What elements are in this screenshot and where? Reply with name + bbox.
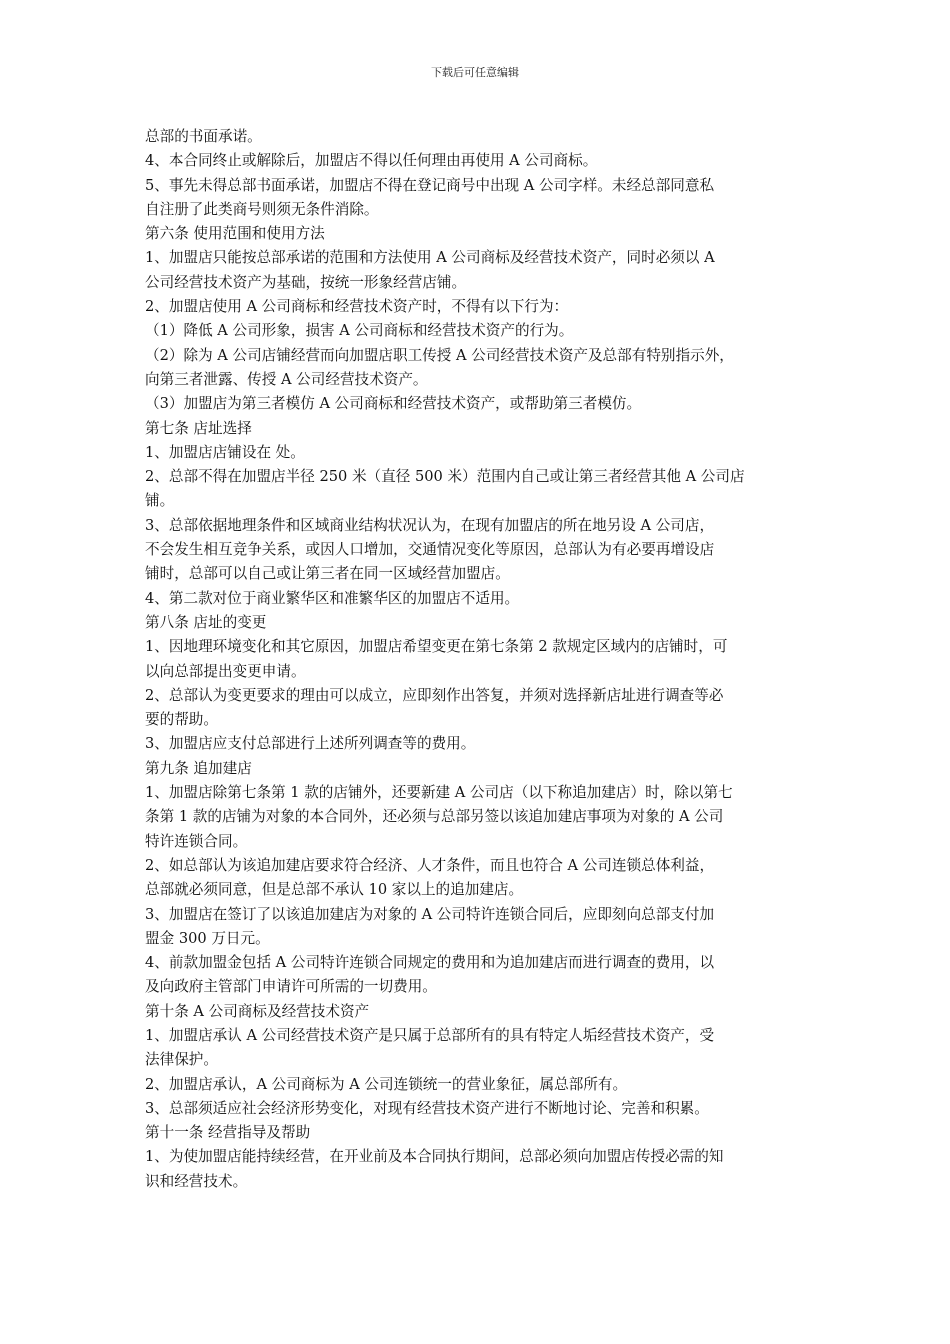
text-line: 2、加盟店承认，A 公司商标为 A 公司连锁统一的营业象征，属总部所有。 <box>145 1075 628 1093</box>
text-line: 2、总部认为变更要求的理由可以成立，应即刻作出答复，并须对选择新店址进行调查等必 <box>145 686 724 704</box>
text-line: 向第三者泄露、传授 A 公司经营技术资产。 <box>145 370 428 388</box>
text-line: 以向总部提出变更申请。 <box>145 662 306 680</box>
text-line: 3、加盟店在签订了以该追加建店为对象的 A 公司特许连锁合同后，应即刻向总部支付加 <box>145 905 715 923</box>
text-line: 铺时，总部可以自己或让第三者在同一区域经营加盟店。 <box>145 565 510 583</box>
text-line: 1、加盟店除第七条第 1 款的店铺外，还要新建 A 公司店（以下称追加建店）时，除以第七 <box>145 784 733 802</box>
text-line: 第十一条 经营指导及帮助 <box>145 1124 311 1142</box>
text-line: 4、前款加盟金包括 A 公司特许连锁合同规定的费用和为追加建店而进行调查的费用，以 <box>145 954 715 972</box>
text-line: 1、为使加盟店能持续经营，在开业前及本合同执行期间，总部必须向加盟店传授必需的知 <box>145 1148 724 1166</box>
text-line: 1、加盟店店铺设在 处。 <box>145 443 305 461</box>
text-line: 总部就必须同意，但是总部不承认 10 家以上的追加建店。 <box>145 881 524 899</box>
text-line: 4、本合同终止或解除后，加盟店不得以任何理由再使用 A 公司商标。 <box>145 152 598 170</box>
text-line: 特许连锁合同。 <box>145 832 248 850</box>
text-line: 条第 1 款的店铺为对象的本合同外，还必须与总部另签以该追加建店事项为对象的 A 公司 <box>145 808 724 826</box>
text-line: 1、加盟店只能按总部承诺的范围和方法使用 A 公司商标及经营技术资产，同时必须以 A <box>145 249 715 267</box>
text-line: 公司经营技术资产为基础，按统一形象经营店铺。 <box>145 273 467 291</box>
text-line: 3、总部依据地理条件和区域商业结构状况认为，在现有加盟店的所在地另设 A 公司店， <box>145 516 715 534</box>
text-line: 识和经营技术。 <box>145 1172 248 1190</box>
text-line: 不会发生相互竞争关系，或因人口增加，交通情况变化等原因，总部认为有必要再增设店 <box>145 541 715 559</box>
text-line: 第十条 A 公司商标及经营技术资产 <box>145 1002 370 1020</box>
page-header: 下载后可任意编辑 <box>431 66 519 79</box>
text-line: 第七条 店址选择 <box>145 419 252 437</box>
text-line: 第八条 店址的变更 <box>145 613 267 631</box>
text-line: （3）加盟店为第三者模仿 A 公司商标和经营技术资产，或帮助第三者模仿。 <box>145 395 642 413</box>
text-line: 1、加盟店承认 A 公司经营技术资产是只属于总部所有的具有特定人垢经营技术资产，受 <box>145 1026 715 1044</box>
text-line: 3、加盟店应支付总部进行上述所列调查等的费用。 <box>145 735 476 753</box>
text-line: 第九条 追加建店 <box>145 759 252 777</box>
text-line: 4、第二款对位于商业繁华区和准繁华区的加盟店不适用。 <box>145 589 520 607</box>
text-line: 及向政府主管部门申请许可所需的一切费用。 <box>145 978 437 996</box>
text-line: 第六条 使用范围和使用方法 <box>145 225 325 243</box>
text-line: （1）降低 A 公司形象，损害 A 公司商标和经营技术资产的行为。 <box>145 322 574 340</box>
text-line: 2、加盟店使用 A 公司商标和经营技术资产时，不得有以下行为： <box>145 298 569 316</box>
text-line: 3、总部须适应社会经济形势变化，对现有经营技术资产进行不断地讨论、完善和积累。 <box>145 1099 709 1117</box>
text-line: 铺。 <box>145 492 175 510</box>
text-line: 5、事先未得总部书面承诺，加盟店不得在登记商号中出现 A 公司字样。未经总部同意私 <box>145 176 715 194</box>
text-line: 2、如总部认为该追加建店要求符合经济、人才条件，而且也符合 A 公司连锁总体利益， <box>145 856 715 874</box>
document-body <box>145 125 817 1194</box>
text-line: 1、因地理环境变化和其它原因，加盟店希望变更在第七条第 2 款规定区域内的店铺时，可 <box>145 638 728 656</box>
text-line: 要的帮助。 <box>145 711 218 729</box>
text-line: 自注册了此类商号则须无条件消除。 <box>145 200 379 218</box>
text-line: 法律保护。 <box>145 1051 218 1069</box>
text-line: 总部的书面承诺。 <box>145 128 262 145</box>
text-line: （2）除为 A 公司店铺经营而向加盟店职工传授 A 公司经营技术资产及总部有特别指示外， <box>145 346 734 364</box>
text-line: 盟金 300 万日元。 <box>145 929 270 947</box>
text-line: 2、总部不得在加盟店半径 250 米（直径 500 米）范围内自己或让第三者经营其他 A 公司店 <box>145 468 745 486</box>
